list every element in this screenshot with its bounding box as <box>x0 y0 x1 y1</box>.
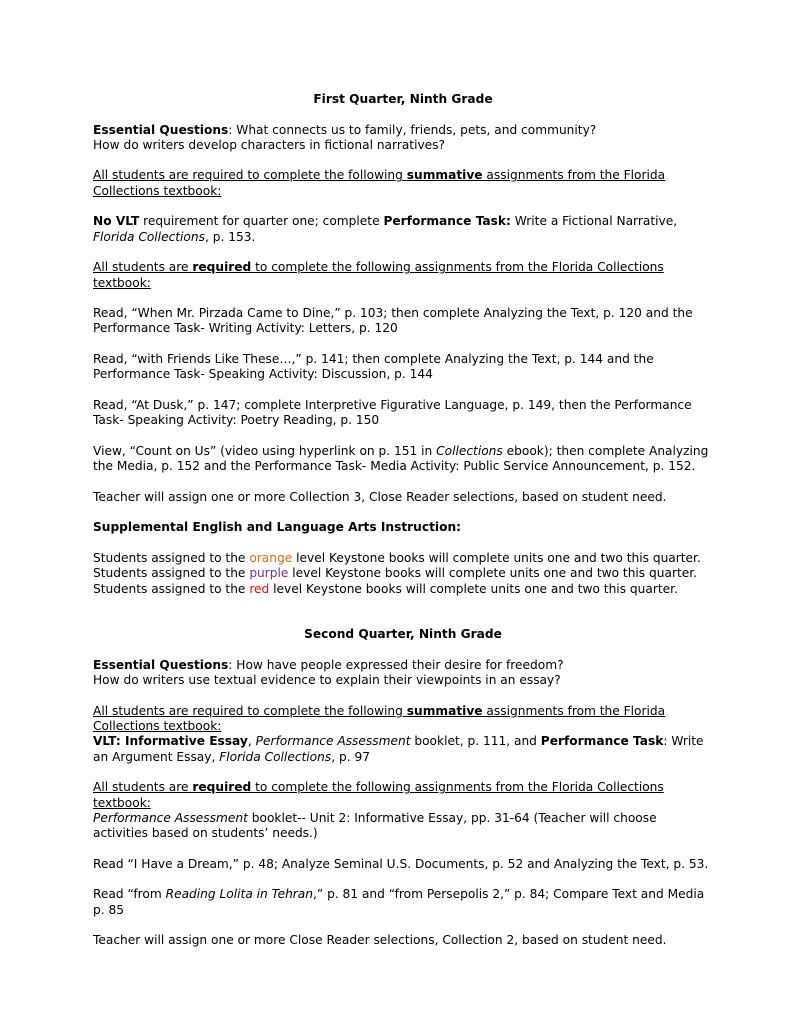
q1-req2-a: All students are <box>93 260 193 275</box>
document-page <box>93 92 713 949</box>
q2-vlt-b: , <box>247 734 256 749</box>
q2-vlt-h: , p. 97 <box>331 749 370 764</box>
ks-prefix: Students assigned to the <box>93 550 250 565</box>
q1-keystone-purple <box>93 566 713 581</box>
q1-vlt <box>93 214 713 245</box>
q2-performance-assessment <box>93 811 713 842</box>
q2-teacher-note: Teacher will assign one or more Close Reader selections, Collection 2, based on student need. <box>93 933 667 948</box>
q1-required-assignments <box>93 260 713 291</box>
q2-required-assignments <box>93 780 713 811</box>
q2-eq-label: Essential Questions <box>93 657 229 672</box>
q1-view-c: ebook); then complete Analyzing the Media, p. 152 and the Performance Task- Media Activity: Public Service Announcement, p. 152. <box>93 443 709 474</box>
q1-eq-label: Essential Questions <box>93 122 229 137</box>
q1-eq-text: : What connects us to family, friends, pets, and community? <box>228 122 597 137</box>
ks-suffix: level Keystone books will complete units one and two this quarter. <box>288 566 698 581</box>
q2-req2-a: All students are <box>93 780 193 795</box>
q2-vlt <box>93 734 713 765</box>
q2-vlt-d: booklet, p. 111, and <box>410 734 541 749</box>
ks-red-label: red <box>249 581 270 596</box>
ks-prefix: Students assigned to the <box>93 566 250 581</box>
q2-vlt-c: Performance Assessment <box>255 734 411 749</box>
q1-keystone-orange <box>93 551 713 566</box>
q1-view-a: View, “Count on Us” (video using hyperlink on p. 151 in <box>93 443 437 458</box>
q1-req2-b: required <box>192 260 252 275</box>
q1-read-3: Read, “At Dusk,” p. 147; complete Interpretive Figurative Language, p. 149, then the Performance Task- Speaking Activity: Poetry Reading, p. 150 <box>93 397 692 428</box>
q1-req-c: assignments from the Florida Collections textbook: <box>93 168 666 198</box>
q1-summative-requirement <box>93 168 713 199</box>
ks-orange-label: orange <box>249 550 293 565</box>
q1-req2-c: to complete the following assignments from the Florida Collections textbook: <box>93 260 664 290</box>
q2-read2-b: Reading Lolita in Tehran <box>165 887 314 902</box>
q2-pa-b: booklet-- Unit 2: Informative Essay, pp. 31-64 (Teacher will choose activities based on students’ needs.) <box>93 810 657 841</box>
q1-keystone-red <box>93 582 713 597</box>
q2-req2-c: to complete the following assignments from the Florida Collections textbook: <box>93 780 664 810</box>
ks-prefix: Students assigned to the <box>93 581 250 596</box>
q2-vlt-e: Performance Task <box>540 734 664 749</box>
q1-vlt-a: No VLT <box>93 214 140 229</box>
q1-view-b: Collections <box>436 443 503 458</box>
q2-vlt-f: : Write an Argument Essay, <box>93 734 704 764</box>
q2-req-c: assignments from the Florida Collections textbook: <box>93 703 666 734</box>
q2-title: Second Quarter, Ninth Grade <box>304 627 502 642</box>
ks-suffix: level Keystone books will complete units one and two this quarter. <box>269 581 678 596</box>
q1-teacher-note: Teacher will assign one or more Collection 3, Close Reader selections, based on student need. <box>93 489 667 504</box>
q2-essential-questions <box>93 658 713 689</box>
q2-vlt-a: VLT: Informative Essay <box>93 734 248 749</box>
q2-read2-c: ,” p. 81 and “from Persepolis 2,” p. 84; Compare Text and Media p. 85 <box>93 887 705 917</box>
q1-title: First Quarter, Ninth Grade <box>313 92 493 106</box>
q1-vlt-c: Performance Task: <box>383 214 511 229</box>
q2-summative-requirement <box>93 704 713 735</box>
q1-req-a: All students are required to complete the following <box>93 168 407 183</box>
q1-vlt-e: Florida Collections <box>93 229 205 244</box>
q2-read-2 <box>93 887 713 918</box>
q1-view <box>93 444 713 475</box>
q2-pa-a: Performance Assessment <box>93 810 248 825</box>
q2-req2-b: required <box>192 780 252 795</box>
q2-req-b: summative <box>406 703 483 718</box>
q1-vlt-b: requirement for quarter one; complete <box>139 214 384 229</box>
q1-read-2: Read, “with Friends Like These…,” p. 141; then complete Analyzing the Text, p. 144 and the Performance Task- Speaking Activity: Discussion, p. 144 <box>93 352 654 382</box>
q2-read-1: Read “I Have a Dream,” p. 48; Analyze Seminal U.S. Documents, p. 52 and Analyzing the Text, p. 53. <box>93 856 709 871</box>
q1-essential-questions <box>93 123 713 154</box>
q2-req-a: All students are required to complete the following <box>93 703 407 718</box>
q1-req-b: summative <box>406 168 483 183</box>
q1-read-1: Read, “When Mr. Pirzada Came to Dine,” p. 103; then complete Analyzing the Text, p. 120 and the Performance Task- Writing Activity: Letters, p. 120 <box>93 306 693 336</box>
q2-eq-text: : How have people expressed their desire for freedom? <box>228 657 564 672</box>
ks-purple-label: purple <box>249 566 289 581</box>
q2-vlt-g: Florida Collections <box>219 749 332 764</box>
q2-read2-a: Read “from <box>93 887 166 902</box>
q1-eq-line2: How do writers develop characters in fictional narratives? <box>93 137 445 152</box>
q1-supplemental-heading: Supplemental English and Language Arts Instruction: <box>93 520 461 535</box>
q1-vlt-f: , p. 153. <box>204 229 256 244</box>
q1-vlt-d: Write a Fictional Narrative, <box>510 214 678 229</box>
q2-eq-line2: How do writers use textual evidence to explain their viewpoints in an essay? <box>93 673 561 688</box>
ks-suffix: level Keystone books will complete units one and two this quarter. <box>292 550 701 565</box>
